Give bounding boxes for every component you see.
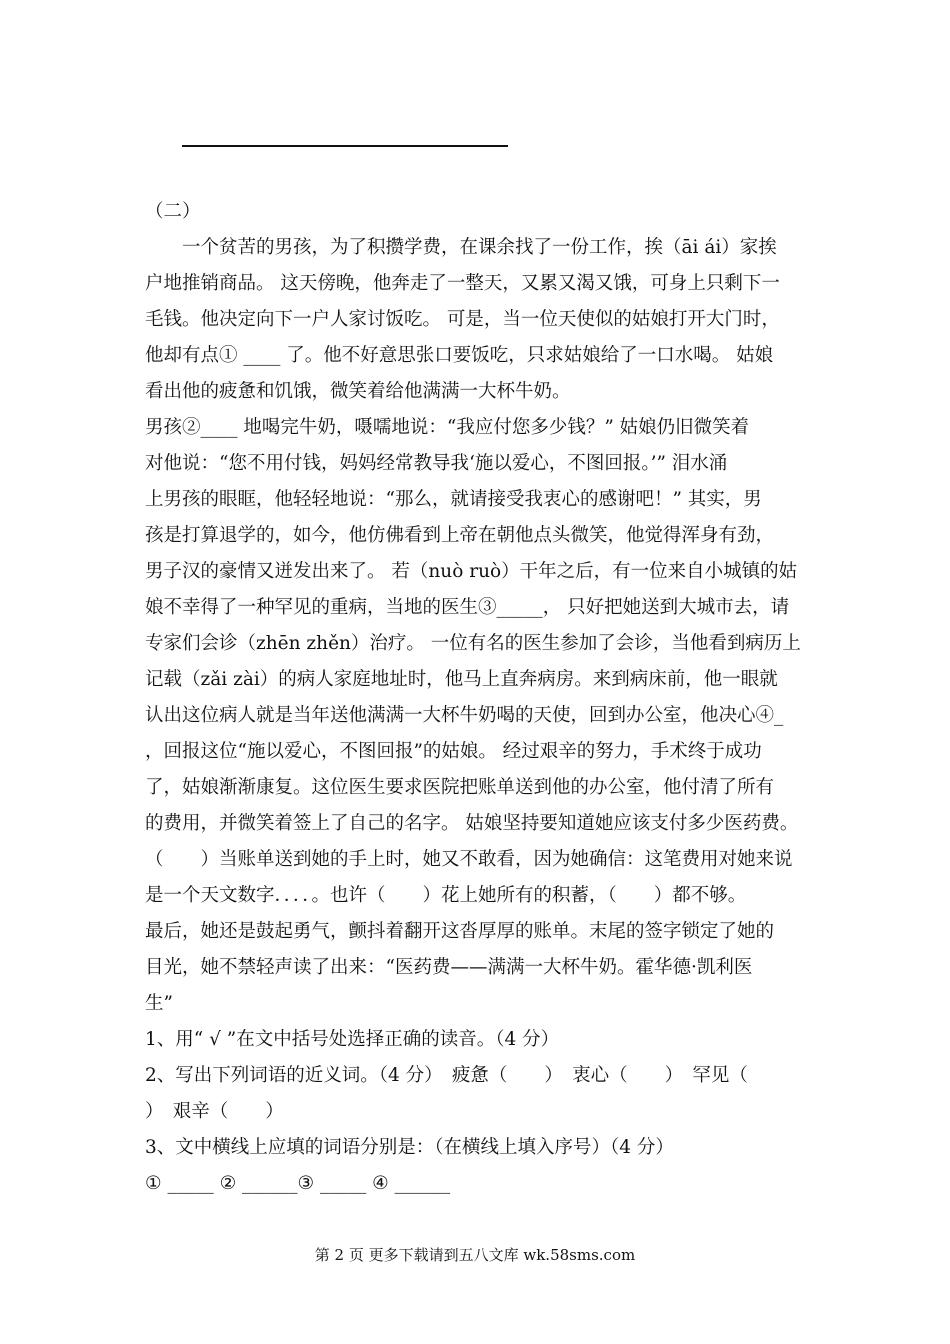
passage xyxy=(145,230,820,1022)
section-label: （二） xyxy=(145,201,201,222)
passage-line: 孩是打算退学的，如今，他仿佛看到上帝在朝他点头微笑，他觉得浑身有劲， xyxy=(145,525,775,546)
passage-line: 生” xyxy=(145,993,173,1014)
passage-line: 上男孩的眼眶，他轻轻地说：“那么，就请接受我衷心的感谢吧！” 其实，男 xyxy=(145,489,762,510)
passage-line: ，回报这位“施以爱心，不图回报”的姑娘。 经过艰辛的努力，手术终于成功 xyxy=(145,741,762,762)
page-footer: 第 2 页 更多下载请到五八文库 wk.58sms.com xyxy=(314,1246,636,1264)
passage-line: 的费用，并微笑着签上了自己的名字。 姑娘坚持要知道她应该支付多少医药费。 xyxy=(145,813,799,834)
passage-line: 毛钱。他决定向下一户人家讨饭吃。 可是，当一位天使似的姑娘打开大门时， xyxy=(145,309,780,330)
passage-line: 看出他的疲惫和饥饿，微笑着给他满满一大杯牛奶。 xyxy=(145,381,571,402)
questions xyxy=(145,1022,820,1202)
reading-section xyxy=(145,194,820,1202)
passage-line: 男子汉的豪情又迸发出来了。 若（nuò ruò）干年之后，有一位来自小城镇的姑 xyxy=(145,561,798,582)
question-line: 1、用“ √ ”在文中括号处选择正确的读音。（4 分） xyxy=(145,1029,560,1050)
passage-line: 对他说：“您不用付钱，妈妈经常教导我‘施以爱心，不图回报。’” 泪水涌 xyxy=(145,453,728,474)
passage-line: 他却有点① ____ 了。他不好意思张口要饭吃，只求姑娘给了一口水喝。 姑娘 xyxy=(145,345,774,366)
question-line: ① _____ ② ______③ _____ ④ ______ xyxy=(145,1173,451,1194)
passage-line: 最后，她还是鼓起勇气，颤抖着翻开这沓厚厚的账单。末尾的签字锁定了她的 xyxy=(145,921,775,942)
passage-line: 男孩②____ 地喝完牛奶，嗫嚅地说：“我应付您多少钱？” 姑娘仍旧微笑着 xyxy=(145,417,750,438)
passage-line: 记载（zǎi zài）的病人家庭地址时，他马上直奔病房。来到病床前，他一眼就 xyxy=(145,669,778,690)
question-line: 3、文中横线上应填的词语分别是：（在横线上填入序号）（4 分） xyxy=(145,1137,674,1158)
passage-line: 了，姑娘渐渐康复。这位医生要求医院把账单送到他的办公室，他付清了所有 xyxy=(145,777,775,798)
passage-line: 娘不幸得了一种罕见的重病，当地的医生③_____， 只好把她送到大城市去，请 xyxy=(145,597,790,618)
question-line: ） 艰辛（ ） xyxy=(145,1101,284,1122)
passage-line: （ ）当账单送到她的手上时，她又不敢看，因为她确信：这笔费用对她来说 xyxy=(145,849,793,870)
answer-blank-line xyxy=(182,145,508,147)
question-line: 2、写出下列词语的近义词。（4 分） 疲惫（ ） 衷心（ ） 罕见（ xyxy=(145,1065,748,1086)
passage-line: 一个贫苦的男孩，为了积攒学费，在课余找了一份工作，挨（āi ái）家挨 xyxy=(182,237,777,258)
passage-line: 户地推销商品。 这天傍晚，他奔走了一整天，又累又渴又饿，可身上只剩下一 xyxy=(145,273,780,294)
passage-line: 目光，她不禁轻声读了出来：“医药费——满满一大杯牛奶。霍华德·凯利医 xyxy=(145,957,753,978)
passage-line: 专家们会诊（zhēn zhěn）治疗。 一位有名的医生参加了会诊，当他看到病历上 xyxy=(145,633,801,654)
passage-line: 认出这位病人就是当年送他满满一大杯牛奶喝的天使，回到办公室，他决心④_ xyxy=(145,705,784,726)
passage-line: 是一个天文数字．．．．。也许（ ）花上她所有的积蓄，（ ）都不够。 xyxy=(145,885,747,906)
